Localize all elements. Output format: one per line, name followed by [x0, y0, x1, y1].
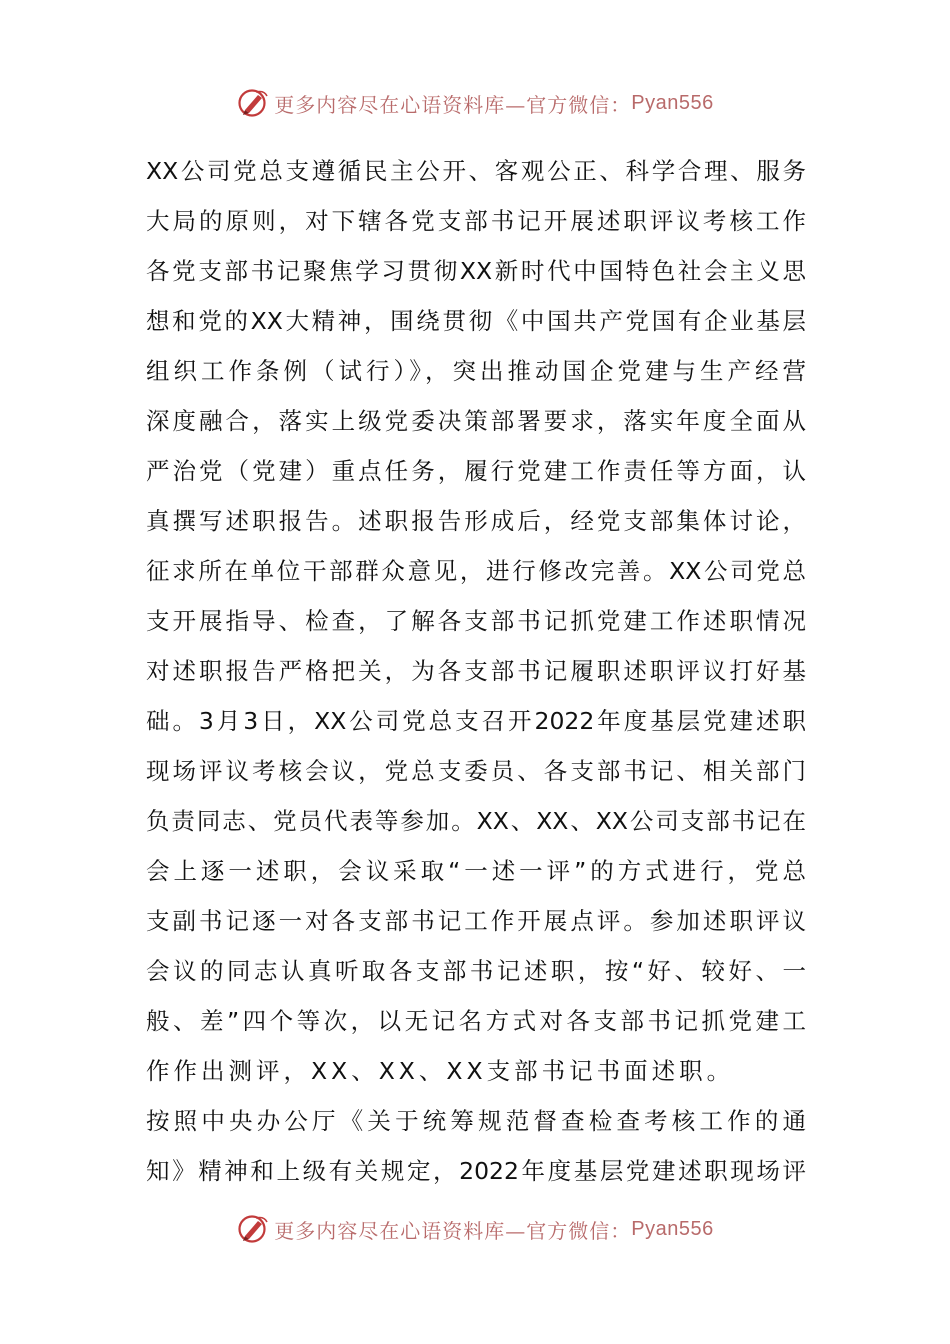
pen-circle-logo-icon: [236, 1212, 270, 1246]
body-line: 对述职报告严格把关，为各支部书记履职述职评议打好基: [146, 657, 806, 685]
body-line: 组织工作条例（试行）》，突出推动国企党建与生产经营: [146, 357, 806, 385]
body-line: 般、差”四个等次，以无记名方式对各支部书记抓党建工: [146, 1007, 806, 1035]
body-line: 负责同志、党员代表等参加。XX、XX、XX公司支部书记在: [146, 807, 806, 835]
body-line: 想和党的XX大精神，围绕贯彻《中国共产党国有企业基层: [146, 307, 806, 335]
body-line: 现场评议考核会议，党总支委员、各支部书记、相关部门: [146, 757, 806, 785]
banner-account: Pyan556: [631, 1217, 714, 1240]
body-line: 支副书记逐一对各支部书记工作开展点评。参加述职评议: [146, 907, 806, 935]
banner-account: Pyan556: [631, 91, 714, 114]
body-line: 按照中央办公厅《关于统筹规范督查检查考核工作的通: [146, 1107, 806, 1135]
body-line: XX公司党总支遵循民主公开、客观公正、科学合理、服务: [146, 157, 806, 185]
body-line: 征求所在单位干部群众意见，进行修改完善。XX公司党总: [146, 557, 806, 585]
body-line: 严治党（党建）重点任务，履行党建工作责任等方面，认: [146, 457, 806, 485]
body-line: 支开展指导、检查，了解各支部书记抓党建工作述职情况: [146, 607, 806, 635]
body-line: 知》精神和上级有关规定，2022年度基层党建述职现场评: [146, 1157, 806, 1185]
body-line: 真撰写述职报告。述职报告形成后，经党支部集体讨论，: [146, 507, 806, 535]
header-banner: [0, 86, 950, 120]
body-line: 会上逐一述职，会议采取“一述一评”的方式进行，党总: [146, 857, 806, 885]
body-line: 深度融合，落实上级党委决策部署要求，落实年度全面从: [146, 407, 806, 435]
body-line: 会议的同志认真听取各支部书记述职，按“好、较好、一: [146, 957, 806, 985]
body-line: 作作出测评，XX、XX、XX支部书记书面述职。: [146, 1057, 735, 1085]
footer-banner: [0, 1212, 950, 1246]
body-line: 大局的原则，对下辖各党支部书记开展述职评议考核工作: [146, 207, 806, 235]
body-line: 础。3月3日，XX公司党总支召开2022年度基层党建述职: [146, 707, 806, 735]
body-line: 各党支部书记聚焦学习贯彻XX新时代中国特色社会主义思: [146, 257, 806, 285]
banner-text: 更多内容尽在心语资料库—官方微信：: [274, 92, 632, 117]
pen-circle-logo-icon: [236, 86, 270, 120]
document-body: [146, 146, 806, 1196]
banner-text: 更多内容尽在心语资料库—官方微信：: [274, 1218, 632, 1243]
